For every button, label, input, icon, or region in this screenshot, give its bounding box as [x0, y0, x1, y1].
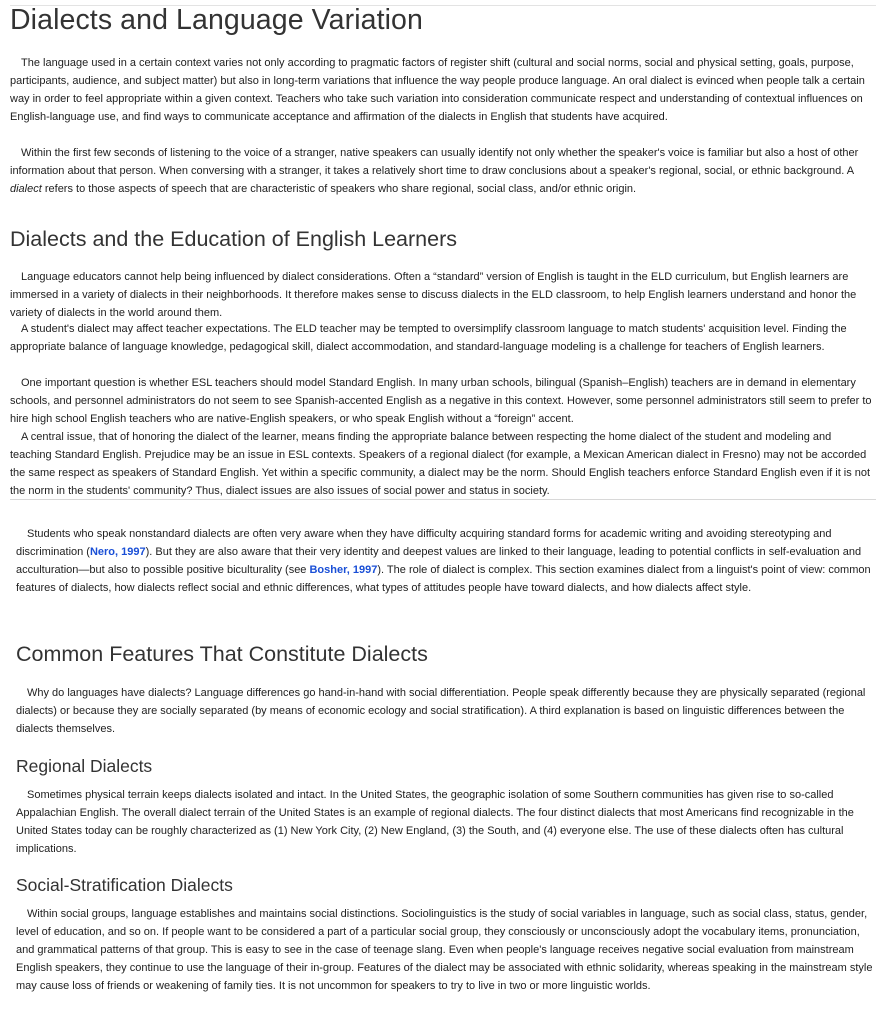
intro-text-b: refers to those aspects of speech that are characteristic of speakers who share regional, social class, and/or ethnic origin.	[41, 183, 637, 195]
education-paragraph-1: Language educators cannot help being influenced by dialect considerations. Often a “standard” version of English is taught in the ELD curriculum, but English learners are immersed in a variety of dialects in their neighborhoods. It therefore makes sense to discuss dialects in the ELD classroom, to help English learners understand and honor the variety of dialects in the world around them.	[10, 271, 857, 319]
education-paragraph-2: A student's dialect may affect teacher expectations. The ELD teacher may be tempted to oversimplify classroom language to match students' acquisition level. Finding the appropriate balance of language knowledge, pedagogical skill, dialect accommodation, and standard-language modeling is a challenge for teachers of English learners.	[10, 323, 847, 353]
section-divider	[10, 499, 876, 500]
regional-dialects-paragraph: Sometimes physical terrain keeps dialects isolated and intact. In the United States, the geographic isolation of some Southern communities has given rise to so-called Appalachian English. The overall dialect terrain of the United States is an example of regional dialects. The four distinct dialects that most Americans find recognizable in the United States today can be roughly characterized as (1) New York City, (2) New England, (3) the South, and (4) everyone else. The use of these dialects often has cultural implications.	[16, 789, 854, 855]
citation-bosher-1997[interactable]: Bosher, 1997	[309, 564, 378, 576]
page-title: Dialects and Language Variation	[10, 4, 423, 36]
awareness-text-b: ). But they are also aware that their very identity and deepest values are linked to their language, leading to potential conflicts in self-evaluation and acculturation—but also to possible positive biculturality (see	[16, 546, 862, 576]
education-heading: Dialects and the Education of English Learners	[10, 227, 457, 251]
intro-paragraph-1: The language used in a certain context varies not only according to pragmatic factors of register shift (cultural and social norms, social and physical setting, goals, purpose, participants, audience, and subject matter) but also in long-term variations that influence the way people produce language. An oral dialect is evinced when people talk a certain way in order to feel appropriate within a given context. Teachers who take such variation into consideration communicate respect and understanding of contextual influences on English-language use, and find ways to communicate acceptance and affirmation of the dialects in English that students have acquired.	[10, 57, 865, 123]
common-features-heading: Common Features That Constitute Dialects	[16, 642, 428, 666]
intro-text-a: Within the first few seconds of listening to the voice of a stranger, native speakers can usually identify not only whether the speaker's voice is familiar but also a host of other information about that person. When conversing with a stranger, it takes a relatively short time to draw conclusions about a speaker's regional, social, or ethnic background. A	[10, 147, 859, 177]
social-stratification-heading: Social-Stratification Dialects	[16, 875, 233, 895]
social-stratification-paragraph: Within social groups, language establishes and maintains social distinctions. Sociolinguistics is the study of social variables in language, such as social class, status, gender, level of education, and so on. If people want to be considered a part of a particular social group, they consciously or unconsciously adopt the vocabulary items, pronunciation, and grammatical patterns of that group. This is easy to see in the case of teenage slang. Even when people's language receives negative social evaluation from mainstream English speakers, they continue to use the language of their in-group. Features of the dialect may be associated with ethnic solidarity, whereas speaking in the mainstream style may cause loss of friends or weakening of family ties. It is not uncommon for speakers to try to live in two or more linguistic worlds.	[16, 908, 873, 992]
education-paragraph-4: A central issue, that of honoring the dialect of the learner, means finding the appropriate balance between respecting the home dialect of the student and modeling and teaching Standard English. Prejudice may be an issue in ESL contexts. Speakers of a regional dialect (for example, a Mexican American dialect in Fresno) may not be accorded the same respect as speakers of Standard English. Yet within a specific community, a dialect may be the norm. Should English teachers enforce Standard English even if it is not the norm in the students' community? Thus, dialect issues are also issues of social power and status in society.	[10, 431, 871, 497]
dialect-term: dialect	[10, 183, 42, 195]
citation-nero-1997[interactable]: Nero, 1997	[89, 546, 146, 558]
common-features-paragraph: Why do languages have dialects? Language differences go hand-in-hand with social differentiation. People speak differently because they are physically separated (regional dialects) or because they are socially separated (by means of economic ecology and social stratification). A third explanation is based on linguistic differences between the dialects themselves.	[16, 687, 866, 735]
awareness-text-a: Students who speak nonstandard dialects are often very aware when they have difficulty acquiring standard forms for academic writing and avoiding stereotyping and discrimination (	[16, 528, 832, 558]
awareness-paragraph	[16, 525, 874, 597]
education-paragraph-3: One important question is whether ESL teachers should model Standard English. In many urban schools, bilingual (Spanish–English) teachers are in demand in elementary schools, and personnel administrators do not seem to see Spanish-accented English as a negative in this context. However, some personnel administrators still seem to prefer to hire high school English teachers who are native-English speakers, or who speak English without a “foreign” accent.	[10, 377, 872, 425]
intro-paragraph-2	[10, 144, 874, 198]
regional-dialects-heading: Regional Dialects	[16, 756, 153, 776]
awareness-text-c: ). The role of dialect is complex. This section examines dialect from a linguist's point of view: common features of dialects, how dialects reflect social and ethnic differences, what types of attitudes people have toward dialects, and how dialects affect style.	[16, 564, 871, 594]
